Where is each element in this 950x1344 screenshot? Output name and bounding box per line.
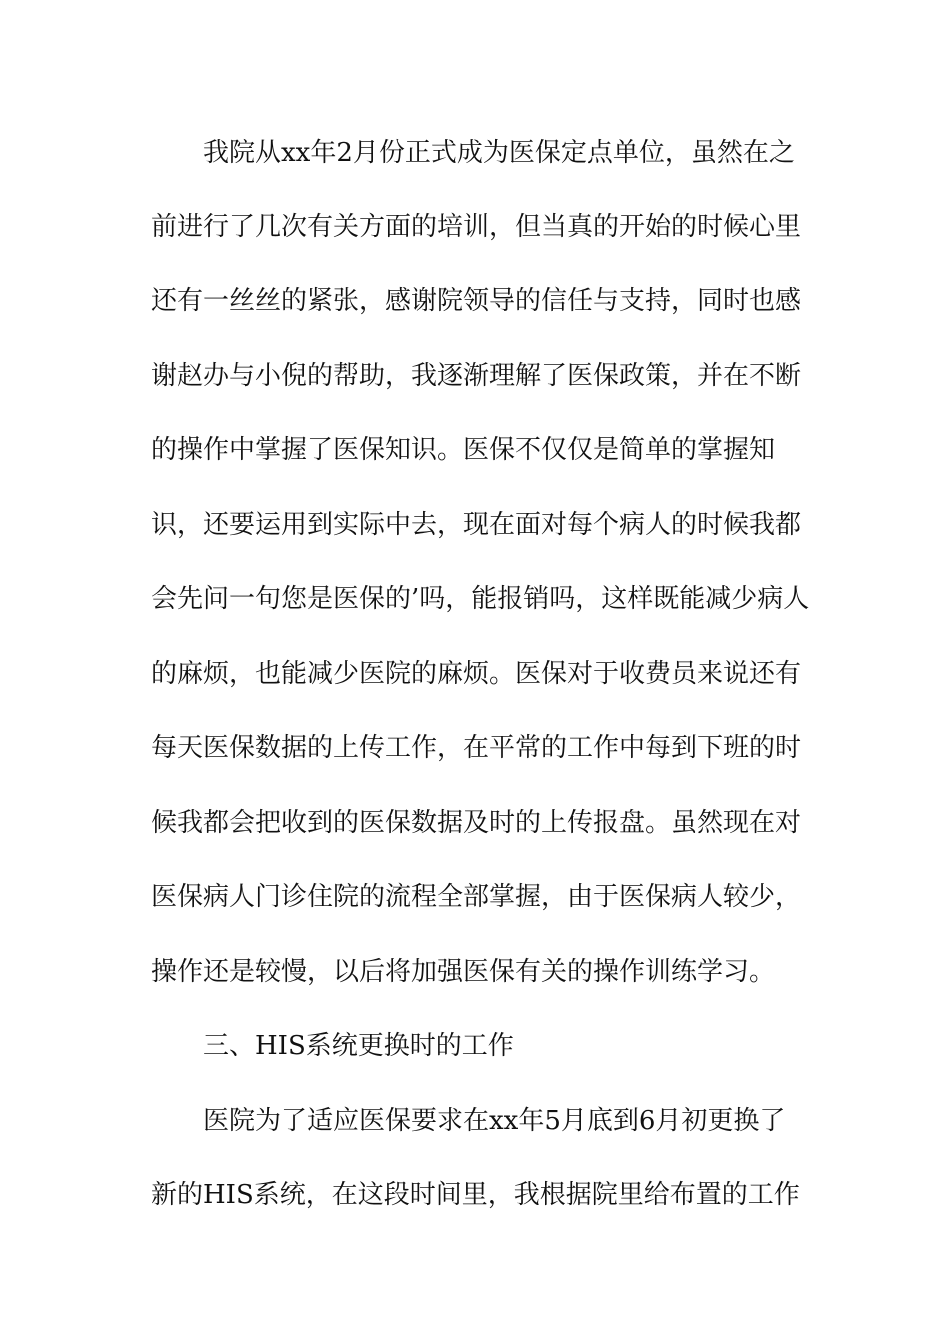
paragraph-line: 医院为了适应医保要求在xx年5月底到6月初更换了	[203, 1106, 786, 1136]
paragraph-line: 候我都会把收到的医保数据及时的上传报盘。虽然现在对	[151, 808, 802, 838]
paragraph-line: 我院从xx年2月份正式成为医保定点单位，虽然在之	[203, 138, 795, 168]
paragraph-line: 每天医保数据的上传工作，在平常的工作中每到下班的时	[151, 733, 802, 763]
section-heading: 三、HIS系统更换时的工作	[203, 1031, 514, 1061]
paragraph-line: 的操作中掌握了医保知识。医保不仅仅是简单的掌握知	[151, 435, 776, 465]
paragraph-line: 的麻烦，也能减少医院的麻烦。医保对于收费员来说还有	[151, 659, 802, 689]
paragraph-line: 新的HIS系统，在这段时间里，我根据院里给布置的工作	[151, 1180, 800, 1210]
paragraph-line: 操作还是较慢，以后将加强医保有关的操作训练学习。	[151, 957, 776, 987]
paragraph-line: 谢赵办与小倪的帮助，我逐渐理解了医保政策，并在不断	[151, 361, 802, 391]
paragraph-line: 前进行了几次有关方面的培训，但当真的开始的时候心里	[151, 212, 802, 242]
paragraph-line: 识，还要运用到实际中去，现在面对每个病人的时候我都	[151, 510, 802, 540]
paragraph-line: 会先问一句您是医保的’吗，能报销吗，这样既能减少病人	[151, 584, 810, 614]
paragraph-line: 医保病人门诊住院的流程全部掌握，由于医保病人较少，	[151, 882, 802, 912]
paragraph-line: 还有一丝丝的紧张，感谢院领导的信任与支持，同时也感	[151, 286, 802, 316]
